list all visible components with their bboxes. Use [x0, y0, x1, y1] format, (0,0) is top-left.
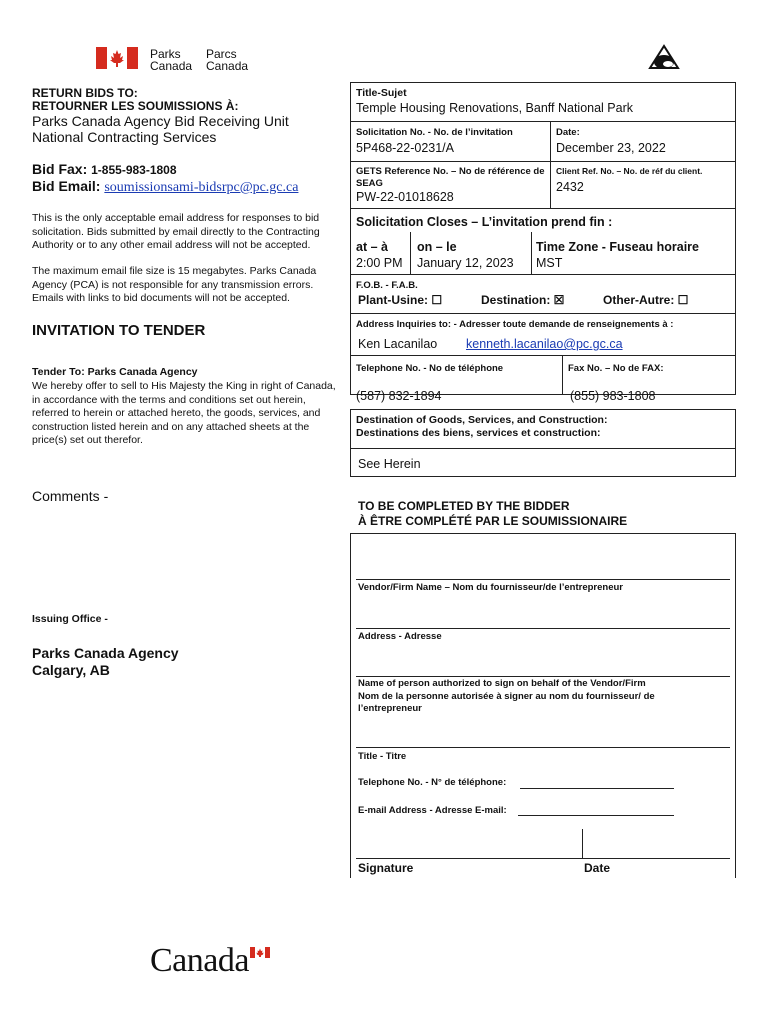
bid-fax-label: Bid Fax:	[32, 161, 88, 177]
vendor-line[interactable]	[356, 579, 730, 580]
email-note: This is the only acceptable email address for responses to bid solicitation. Bids submitted by email directly to the Contracting Authority or to any other email address will not be accepted.	[32, 212, 320, 251]
bid-fax	[32, 161, 177, 177]
title-line[interactable]	[356, 747, 730, 748]
tz-value: MST	[536, 256, 563, 270]
tel-value: (587) 832-1894	[356, 389, 442, 403]
title-label: Title-Sujet	[356, 87, 407, 99]
gets-value: PW-22-01018628	[356, 190, 454, 204]
canada-wordmark: Canada	[150, 942, 249, 979]
vendor-label: Vendor/Firm Name – Nom du fournisseur/de l’entrepreneur	[358, 582, 624, 593]
tel-label: Telephone No. - No de téléphone	[356, 363, 504, 374]
tz-label: Time Zone - Fuseau horaire	[536, 240, 700, 254]
agency-city: Calgary, AB	[32, 662, 110, 678]
parks-fr: Parcs	[206, 47, 237, 61]
see-herein: See Herein	[358, 457, 421, 471]
canada-en: Canada	[150, 59, 193, 73]
contact-email-link[interactable]: kenneth.lacanilao@pc.gc.ca	[466, 337, 623, 351]
canada-flag-icon	[96, 47, 138, 69]
tel-field-label: Telephone No. - N° de téléphone:	[358, 777, 507, 788]
wordmark-flag-icon	[250, 947, 270, 958]
signature-line[interactable]	[356, 858, 730, 859]
plant-checkbox[interactable]: Plant-Usine: ☐	[358, 293, 443, 307]
parks-beaver-logo-icon	[648, 44, 680, 74]
issuing-office-label: Issuing Office -	[32, 613, 108, 625]
address-line[interactable]	[356, 628, 730, 629]
fax-label: Fax No. – No de FAX:	[568, 363, 664, 374]
divider	[350, 161, 736, 162]
date-value: December 23, 2022	[556, 141, 666, 155]
bid-email	[32, 178, 298, 196]
contact-name: Ken Lacanilao	[358, 337, 438, 351]
divider	[350, 313, 736, 314]
agency-name: Parks Canada Agency	[32, 645, 179, 661]
divider	[350, 274, 736, 275]
signature-label: Signature	[358, 861, 414, 875]
address-label: Address - Adresse	[358, 631, 442, 642]
signature-divider	[582, 829, 583, 859]
bid-email-label: Bid Email:	[32, 178, 101, 194]
tender-to: Tender To: Parks Canada Agency	[32, 366, 198, 378]
divider	[531, 232, 532, 274]
bidder-en: TO BE COMPLETED BY THE BIDDER	[358, 499, 570, 513]
dest-goods-en: Destination of Goods, Services, and Construction:	[356, 414, 608, 426]
closes-label: Solicitation Closes – L’invitation prend fin :	[356, 215, 613, 229]
client-label: Client Ref. No. – No. de réf du client.	[556, 166, 703, 176]
at-value: 2:00 PM	[356, 256, 403, 270]
invitation-title: INVITATION TO TENDER	[32, 322, 206, 339]
on-label: on – le	[417, 240, 457, 254]
tel-field-line[interactable]	[520, 788, 674, 789]
inquiries-label: Address Inquiries to: - Adresser toute demande de renseignements à :	[356, 319, 674, 330]
divider	[562, 355, 563, 395]
divider	[350, 448, 736, 449]
tender-text: We hereby offer to sell to His Majesty the King in right of Canada, in accordance with the terms and conditions set out herein, referred to herein or attached hereto, the goods, services, and construction listed herein and on any attached sheets at the price(s) set out therefor.	[32, 380, 336, 446]
authorized-line[interactable]	[356, 676, 730, 677]
divider	[350, 208, 736, 209]
canada-fr: Canada	[206, 59, 249, 73]
bidder-fr: À ÊTRE COMPLÉTÉ PAR LE SOUMISSIONAIRE	[358, 514, 628, 528]
divider	[350, 355, 736, 356]
authorized-fr: Nom de la personne autorisée à signer au nom du fournisseur/ de l’entrepreneur	[358, 690, 655, 714]
divider	[410, 232, 411, 274]
at-label: at – à	[356, 240, 388, 254]
title-value: Temple Housing Renovations, Banff National Park	[356, 101, 634, 115]
solicitation-label: Solicitation No. - No. de l’invitation	[356, 127, 513, 138]
bid-fax-value: 1-855-983-1808	[91, 163, 177, 177]
bid-email-link[interactable]: soumissionsami-bidsrpc@pc.gc.ca	[104, 180, 299, 195]
divider	[550, 121, 551, 208]
solicitation-value: 5P468-22-0231/A	[356, 141, 454, 155]
authorized-en: Name of person authorized to sign on behalf of the Vendor/Firm	[358, 678, 646, 689]
client-value: 2432	[556, 180, 584, 194]
return-bids-en: RETURN BIDS TO:	[32, 86, 138, 100]
authorized-label	[358, 678, 718, 716]
email-field-label: E-mail Address - Adresse E-mail:	[358, 805, 507, 816]
title-titre-label: Title - Titre	[358, 751, 407, 762]
other-checkbox[interactable]: Other-Autre: ☐	[603, 293, 689, 307]
return-bids-fr: RETOURNER LES SOUMISSIONS À:	[32, 99, 239, 113]
fax-value: (855) 983-1808	[570, 389, 656, 403]
parks-en: Parks	[150, 47, 181, 61]
unit-line2: National Contracting Services	[32, 129, 217, 145]
on-value: January 12, 2023	[417, 256, 514, 270]
divider	[350, 121, 736, 122]
fob-label: F.O.B. - F.A.B.	[356, 280, 418, 291]
date-label: Date:	[556, 127, 580, 138]
destination-checkbox[interactable]: Destination: ☒	[481, 293, 565, 307]
unit-line1: Parks Canada Agency Bid Receiving Unit	[32, 113, 289, 129]
email-field-line[interactable]	[518, 815, 674, 816]
dest-goods-fr: Destinations des biens, services et construction:	[356, 427, 601, 439]
gets-label: GETS Reference No. – No de référence de SEAG	[356, 166, 545, 189]
comments-label: Comments -	[32, 488, 109, 504]
date-sign-label: Date	[584, 861, 611, 875]
size-note: The maximum email file size is 15 megabytes. Parks Canada Agency (PCA) is not responsible for any transmission errors. Emails with links to bid documents will not be accepted.	[32, 265, 317, 304]
